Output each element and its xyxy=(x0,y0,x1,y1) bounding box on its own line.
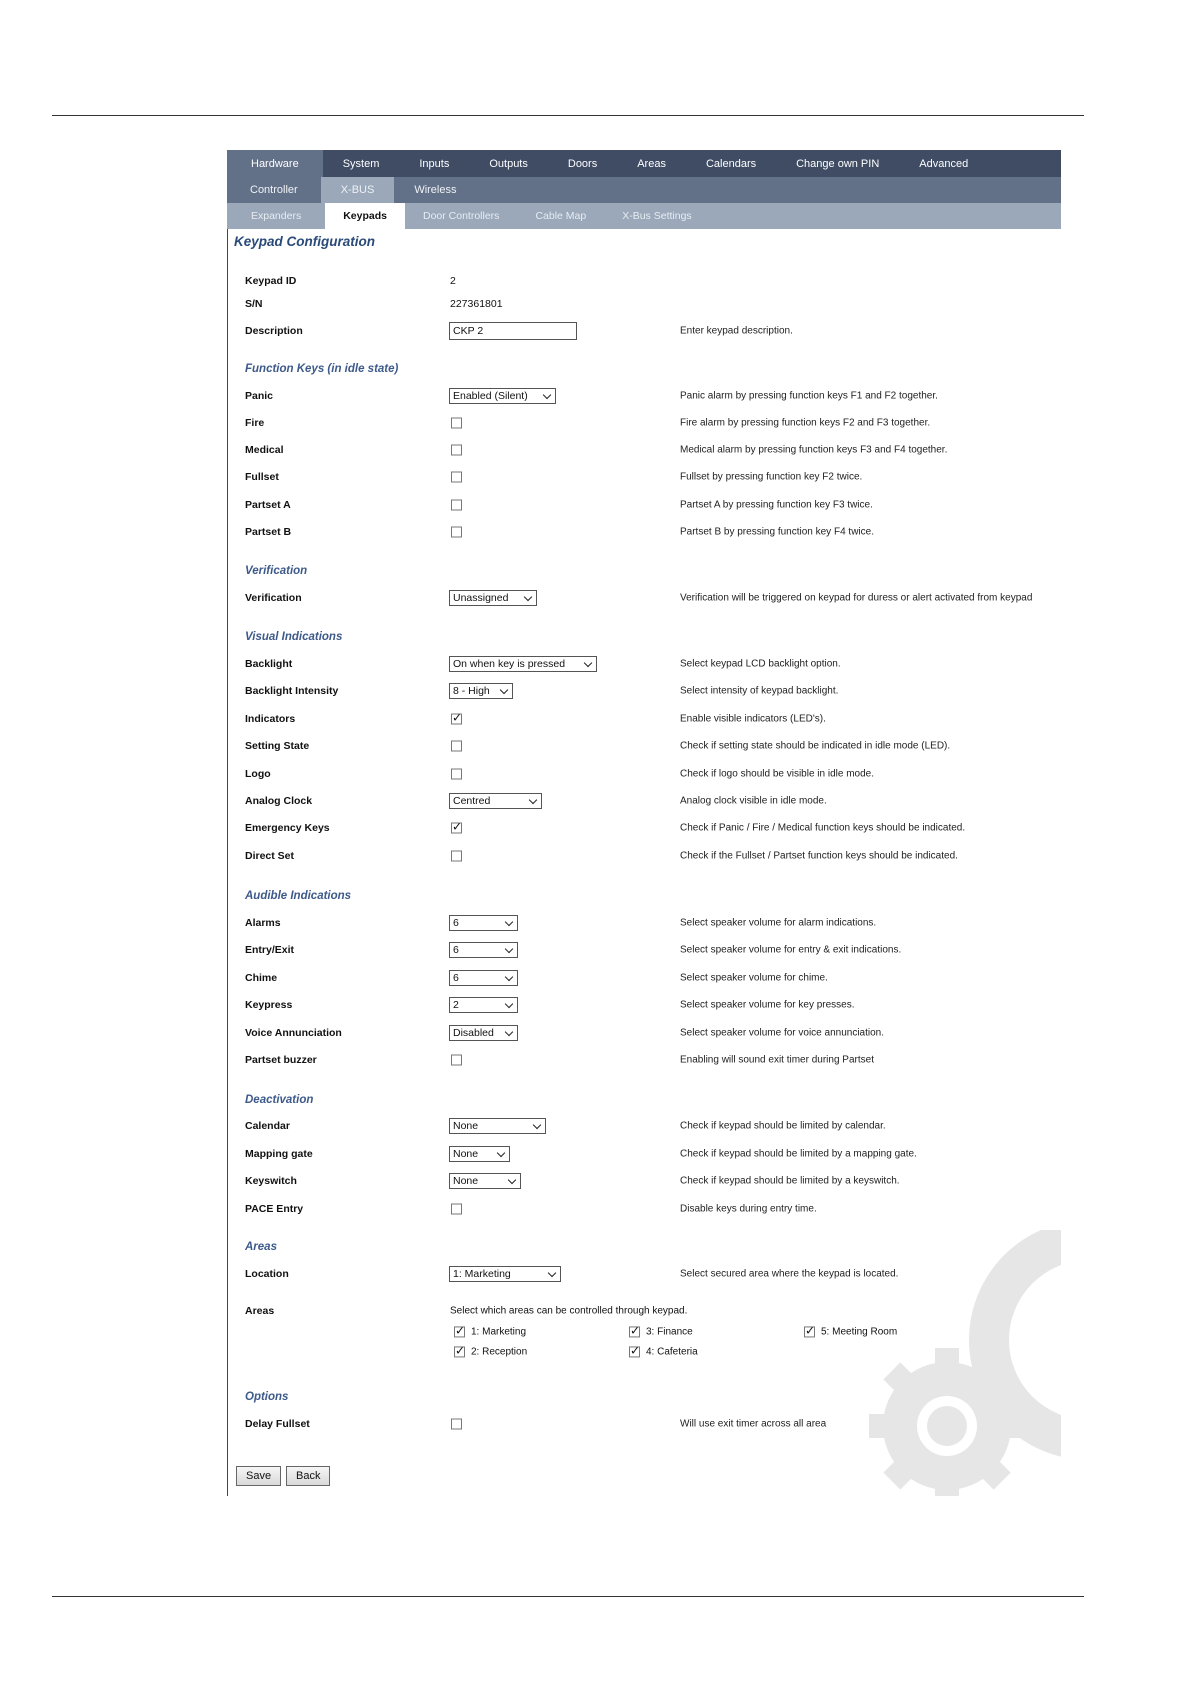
delay-fullset-help: Will use exit timer across all area xyxy=(680,1418,827,1430)
alarms-label: Alarms xyxy=(245,917,281,929)
x-bus-subnav xyxy=(227,203,1061,229)
keypad-id-value: 2 xyxy=(450,275,456,287)
area-meeting-room-label: 5: Meeting Room xyxy=(821,1326,898,1338)
section-options: Options xyxy=(245,1391,289,1403)
voice-annunciation-label: Voice Annunciation xyxy=(245,1027,342,1039)
direct-set-help: Check if the Fullset / Partset function keys should be indicated. xyxy=(680,850,958,862)
mapping-gate-select[interactable] xyxy=(449,1146,510,1162)
chime-label: Chime xyxy=(245,972,278,984)
tab-advanced[interactable]: Advanced xyxy=(919,157,969,170)
panic-label: Panic xyxy=(245,390,274,402)
section-areas: Areas xyxy=(245,1241,277,1253)
tab-change-own-pin[interactable]: Change own PIN xyxy=(796,157,880,170)
page-title: Keypad Configuration xyxy=(234,234,375,249)
tab-x-bus[interactable]: X-BUS xyxy=(321,177,395,203)
panic-select-value: Enabled (Silent) xyxy=(453,390,528,402)
chevron-down-icon xyxy=(498,684,512,698)
backlight-intensity-select[interactable] xyxy=(449,683,513,699)
hardware-subnav xyxy=(227,177,1061,203)
section-deactivation: Deactivation xyxy=(245,1094,314,1106)
keypress-select-value: 2 xyxy=(453,999,459,1011)
keyswitch-label: Keyswitch xyxy=(245,1175,297,1187)
logo-checkbox[interactable] xyxy=(451,769,462,780)
tab-hardware[interactable]: Hardware xyxy=(227,150,323,177)
logo-label: Logo xyxy=(245,768,271,780)
calendar-select-value: None xyxy=(453,1120,479,1132)
chevron-down-icon xyxy=(495,1147,509,1161)
pace-entry-label: PACE Entry xyxy=(245,1203,304,1215)
tab-keypads[interactable]: Keypads xyxy=(325,203,405,229)
mapping-gate-help: Check if keypad should be limited by a mapping gate. xyxy=(680,1148,917,1160)
alarms-select[interactable] xyxy=(449,915,518,931)
save-button[interactable]: Save xyxy=(236,1466,281,1486)
entry-exit-select-value: 6 xyxy=(453,944,459,956)
voice-annunciation-value: Disabled xyxy=(453,1027,494,1039)
indicators-label: Indicators xyxy=(245,713,296,725)
keypad-id-label: Keypad ID xyxy=(245,275,297,287)
analog-clock-help: Analog clock visible in idle mode. xyxy=(680,795,827,807)
setting-state-checkbox[interactable] xyxy=(451,741,462,752)
delay-fullset-label: Delay Fullset xyxy=(245,1418,310,1430)
keyswitch-select-value: None xyxy=(453,1175,479,1187)
area-cafeteria-checkbox[interactable] xyxy=(629,1346,640,1357)
entry-exit-label: Entry/Exit xyxy=(245,944,295,956)
fullset-help: Fullset by pressing function key F2 twice. xyxy=(680,471,863,483)
pace-entry-checkbox[interactable] xyxy=(451,1204,462,1215)
chevron-down-icon xyxy=(503,998,517,1012)
area-item-marketing[interactable] xyxy=(454,1326,526,1337)
chime-select-value: 6 xyxy=(453,972,459,984)
verification-label: Verification xyxy=(245,592,302,604)
keypress-help: Select speaker volume for key presses. xyxy=(680,999,855,1011)
chime-help: Select speaker volume for chime. xyxy=(680,972,828,984)
section-function-keys: Function Keys (in idle state) xyxy=(245,363,399,375)
chevron-down-icon xyxy=(503,1026,517,1040)
section-visual-indications: Visual Indications xyxy=(245,631,343,643)
keypress-select[interactable] xyxy=(449,997,518,1013)
panic-help: Panic alarm by pressing function keys F1 and F2 together. xyxy=(680,390,938,402)
areas-prompt: Select which areas can be controlled through keypad. xyxy=(450,1305,688,1317)
description-input[interactable] xyxy=(449,322,577,340)
partset-b-label: Partset B xyxy=(245,526,292,538)
mapping-gate-label: Mapping gate xyxy=(245,1148,313,1160)
chevron-down-icon xyxy=(582,657,596,671)
voice-annunciation-help: Select speaker volume for voice annunciation. xyxy=(680,1027,885,1039)
analog-clock-label: Analog Clock xyxy=(245,795,313,807)
backlight-intensity-value: 8 - High xyxy=(453,685,490,697)
verification-help: Verification will be triggered on keypad for duress or alert activated from keypad xyxy=(680,592,1033,604)
analog-clock-value: Centred xyxy=(453,795,491,807)
area-meeting-room-checkbox[interactable] xyxy=(804,1326,815,1337)
area-cafeteria-label: 4: Cafeteria xyxy=(646,1346,698,1358)
medical-checkbox[interactable] xyxy=(451,445,462,456)
tab-inputs[interactable]: Inputs xyxy=(419,157,450,170)
back-button[interactable]: Back xyxy=(286,1466,330,1486)
direct-set-checkbox[interactable] xyxy=(451,851,462,862)
keyswitch-help: Check if keypad should be limited by a keyswitch. xyxy=(680,1175,900,1187)
chevron-down-icon xyxy=(503,943,517,957)
area-item-meeting-room[interactable] xyxy=(804,1326,897,1337)
indicators-checkbox[interactable] xyxy=(451,714,462,725)
area-item-finance[interactable] xyxy=(629,1326,693,1337)
area-reception-checkbox[interactable] xyxy=(454,1346,465,1357)
area-finance-label: 3: Finance xyxy=(646,1326,693,1338)
logo-help: Check if logo should be visible in idle mode. xyxy=(680,768,874,780)
medical-label: Medical xyxy=(245,444,284,456)
calendar-select[interactable] xyxy=(449,1118,546,1134)
area-reception-label: 2: Reception xyxy=(471,1346,528,1358)
fire-checkbox[interactable] xyxy=(451,418,462,429)
direct-set-label: Direct Set xyxy=(245,850,295,862)
chevron-down-icon xyxy=(541,389,555,403)
tab-wireless[interactable]: Wireless xyxy=(414,184,457,196)
partset-a-label: Partset A xyxy=(245,499,291,511)
calendar-label: Calendar xyxy=(245,1120,290,1132)
area-finance-checkbox[interactable] xyxy=(629,1326,640,1337)
verification-select-value: Unassigned xyxy=(453,592,509,604)
emergency-keys-label: Emergency Keys xyxy=(245,822,330,834)
tab-system[interactable]: System xyxy=(342,157,380,170)
entry-exit-help: Select speaker volume for entry & exit indications. xyxy=(680,944,902,956)
area-item-cafeteria[interactable] xyxy=(629,1346,698,1357)
location-select-value: 1: Marketing xyxy=(453,1268,511,1280)
analog-clock-select[interactable] xyxy=(449,793,542,809)
partset-a-checkbox[interactable] xyxy=(451,500,462,511)
chime-select[interactable] xyxy=(449,970,518,986)
indicators-help: Enable visible indicators (LED's). xyxy=(680,713,826,725)
pace-entry-help: Disable keys during entry time. xyxy=(680,1203,817,1215)
partset-a-help: Partset A by pressing function key F3 twice. xyxy=(680,499,873,511)
emergency-keys-help: Check if Panic / Fire / Medical function keys should be indicated. xyxy=(680,822,966,834)
location-select[interactable] xyxy=(449,1266,561,1282)
fire-help: Fire alarm by pressing function keys F2 and F3 together. xyxy=(680,417,931,429)
chevron-down-icon xyxy=(506,1174,520,1188)
tab-door-controllers[interactable]: Door Controllers xyxy=(422,210,500,222)
main-nav xyxy=(227,150,1061,177)
partset-b-help: Partset B by pressing function key F4 twice. xyxy=(680,526,874,538)
backlight-select[interactable] xyxy=(449,656,597,672)
tab-x-bus-settings[interactable]: X-Bus Settings xyxy=(622,210,692,222)
panic-select[interactable] xyxy=(449,388,556,404)
section-audible-indications: Audible Indications xyxy=(245,890,352,902)
area-marketing-checkbox[interactable] xyxy=(454,1326,465,1337)
chevron-down-icon xyxy=(527,794,541,808)
chevron-down-icon xyxy=(522,591,536,605)
tab-areas[interactable]: Areas xyxy=(637,157,666,170)
chevron-down-icon xyxy=(503,971,517,985)
backlight-help: Select keypad LCD backlight option. xyxy=(680,658,841,670)
keypad-config-screen xyxy=(227,150,1061,1496)
tab-doors[interactable]: Doors xyxy=(567,157,598,170)
backlight-intensity-help: Select intensity of keypad backlight. xyxy=(680,685,839,697)
tab-cable-map[interactable]: Cable Map xyxy=(535,210,587,222)
chevron-down-icon xyxy=(546,1267,560,1281)
partset-buzzer-label: Partset buzzer xyxy=(245,1054,317,1066)
voice-annunciation-select[interactable] xyxy=(449,1025,518,1041)
backlight-intensity-label: Backlight Intensity xyxy=(245,685,339,697)
tab-controller[interactable]: Controller xyxy=(250,184,298,196)
setting-state-label: Setting State xyxy=(245,740,310,752)
chevron-down-icon xyxy=(531,1119,545,1133)
partset-buzzer-checkbox[interactable] xyxy=(451,1055,462,1066)
entry-exit-select[interactable] xyxy=(449,942,518,958)
calendar-help: Check if keypad should be limited by calendar. xyxy=(680,1120,886,1132)
partset-buzzer-help: Enabling will sound exit timer during Partset xyxy=(680,1054,874,1066)
location-help: Select secured area where the keypad is located. xyxy=(680,1268,899,1280)
description-help: Enter keypad description. xyxy=(680,325,793,337)
top-rule xyxy=(52,115,1084,116)
delay-fullset-checkbox[interactable] xyxy=(451,1419,462,1430)
alarms-help: Select speaker volume for alarm indications. xyxy=(680,917,877,929)
emergency-keys-checkbox[interactable] xyxy=(451,823,462,834)
bottom-rule xyxy=(52,1596,1084,1597)
area-marketing-label: 1: Marketing xyxy=(471,1326,527,1338)
fire-label: Fire xyxy=(245,417,265,429)
tab-calendars[interactable]: Calendars xyxy=(705,157,757,170)
sn-label: S/N xyxy=(245,298,263,310)
fullset-checkbox[interactable] xyxy=(451,472,462,483)
areas-label: Areas xyxy=(245,1305,275,1317)
section-verification: Verification xyxy=(245,565,308,577)
fullset-label: Fullset xyxy=(245,471,279,483)
backlight-label: Backlight xyxy=(245,658,293,670)
setting-state-help: Check if setting state should be indicated in idle mode (LED). xyxy=(680,740,951,752)
tab-outputs[interactable]: Outputs xyxy=(489,157,528,170)
sn-value: 227361801 xyxy=(450,298,503,310)
description-label: Description xyxy=(245,325,303,337)
keyswitch-select[interactable] xyxy=(449,1173,521,1189)
mapping-gate-select-value: None xyxy=(453,1148,479,1160)
tab-expanders[interactable]: Expanders xyxy=(251,210,302,222)
verification-select[interactable] xyxy=(449,590,537,606)
location-label: Location xyxy=(245,1268,289,1280)
alarms-select-value: 6 xyxy=(453,917,459,929)
keypress-label: Keypress xyxy=(245,999,293,1011)
partset-b-checkbox[interactable] xyxy=(451,527,462,538)
area-item-reception[interactable] xyxy=(454,1346,527,1357)
backlight-select-value: On when key is pressed xyxy=(453,658,566,670)
chevron-down-icon xyxy=(503,916,517,930)
medical-help: Medical alarm by pressing function keys F3 and F4 together. xyxy=(680,444,948,456)
